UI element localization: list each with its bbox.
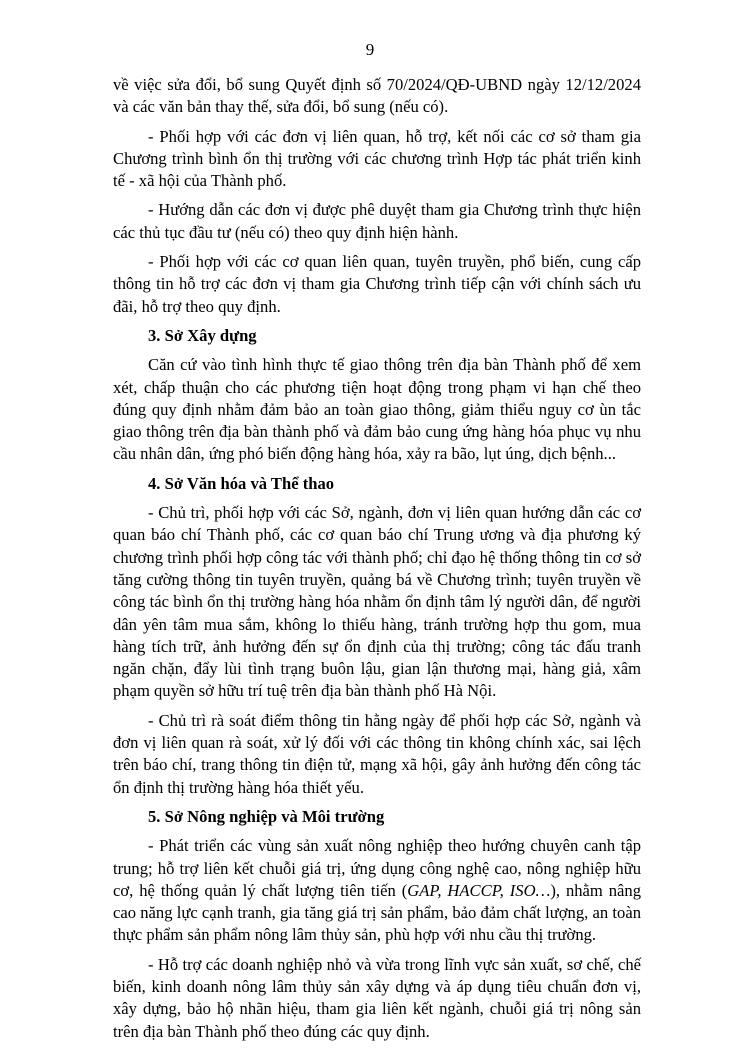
paragraph-text: ), nhằm nâng cao năng lực cạnh tranh, gia tăng giá trị sản phẩm, bảo đảm chất lượng, an toàn thực phẩm sản phẩm nông lâm thủy sản, phù hợp với nhu cầu thị trường. [113,880,642,945]
paragraph-agriculture-development [113,835,641,946]
paragraph-coordinate-units: - Phối hợp với các đơn vị liên quan, hỗ trợ, kết nối các cơ sở tham gia Chương trình bình ổn thị trường với các chương trình Hợp tác phát triển kinh tế - xã hội của Thành phố. [113,126,641,191]
section-heading-construction: 3. Sở Xây dựng [148,325,257,345]
paragraph-propaganda-support: - Phối hợp với các cơ quan liên quan, tuyên truyền, phổ biến, cung cấp thông tin hỗ trợ các đơn vị tham gia Chương trình tiếp cận với chính sách ưu đãi, hỗ trợ theo quy định. [113,252,641,316]
paragraph-culture-press: - Chủ trì, phối hợp với các Sở, ngành, đơn vị liên quan hướng dẫn các cơ quan báo chí Thành phố, các cơ quan báo chí Trung ương và địa phương ký chương trình phối hợp công tác với thành phố; chỉ đạo hệ thống thông tin cơ sở tăng cường thông tin tuyên truyền, quảng bá về Chương trình; tuyên truyền về công tác bình ổn thị trường hàng hóa nhằm ổn định tâm lý người dân, để người dân yên tâm mua sắm, không lo thiếu hàng, tránh trường hợp thu gom, mua hàng tích trữ, ảnh hưởng đến sự ổn định của thị trường; công tác đấu tranh ngăn chặn, đẩy lùi tình trạng buôn lậu, gian lận thương mại, hàng giả, xâm phạm quyền sở hữu trí tuệ trên địa bàn thành phố Hà Nội. [113,503,641,701]
paragraph-investment-guidance: - Hướng dẫn các đơn vị được phê duyệt tham gia Chương trình thực hiện các thủ tục đầu tư (nếu có) theo quy định hiện hành. [113,200,641,242]
paragraph-culture-review: - Chủ trì rà soát điểm thông tin hằng ngày để phối hợp các Sở, ngành và đơn vị liên quan rà soát, xử lý đối với các thông tin không chính xác, sai lệch trên báo chí, trang thông tin điện tử, mạng xã hội, gây ảnh hưởng đến công tác ổn định thị trường hàng hóa thiết yếu. [113,710,641,797]
document-body [113,74,641,1050]
paragraph-sme-support: - Hỗ trợ các doanh nghiệp nhỏ và vừa trong lĩnh vực sản xuất, sơ chế, chế biến, kinh doanh nông lâm thủy sản xây dựng và áp dụng tiêu chuẩn đơn vị, xây dựng, bảo hộ nhãn hiệu, tham gia liên kết ngành, chuỗi giá trị nông sản trên địa bàn Thành phố theo đúng các quy định. [113,954,641,1041]
paragraph-construction: Căn cứ vào tình hình thực tế giao thông trên địa bàn Thành phố để xem xét, chấp thuận cho các phương tiện hoạt động trong phạm vi hạn chế theo đúng quy định nhằm đảm bảo an toàn giao thông, giảm thiểu nguy cơ ùn tắc giao thông trên địa bàn thành phố và đảm bảo cung ứng hàng hóa phục vụ nhu cầu nhân dân, ứng phó biến động hàng hóa, xảy ra bão, lụt úng, dịch bệnh... [113,355,641,464]
standards-list: GAP, HACCP, ISO… [407,880,551,900]
page-number: 9 [365,40,375,59]
section-heading-culture-sports: 4. Sở Văn hóa và Thể thao [148,473,335,493]
paragraph-text: - Phát triển các vùng sản xuất nông nghiệp theo hướng chuyên canh tập trung; hỗ trợ liên kết chuỗi giá trị, ứng dụng công nghệ cao, nông nghiệp hữu cơ, hệ thống quản lý chất lượng tiên tiến ( [113,836,641,900]
paragraph-continuation: về việc sửa đổi, bổ sung Quyết định số 70/2024/QĐ-UBND ngày 12/12/2024 và các văn bản thay thế, sửa đổi, bổ sung (nếu có). [113,75,641,117]
section-heading-agriculture-environment: 5. Sở Nông nghiệp và Môi trường [148,806,385,826]
